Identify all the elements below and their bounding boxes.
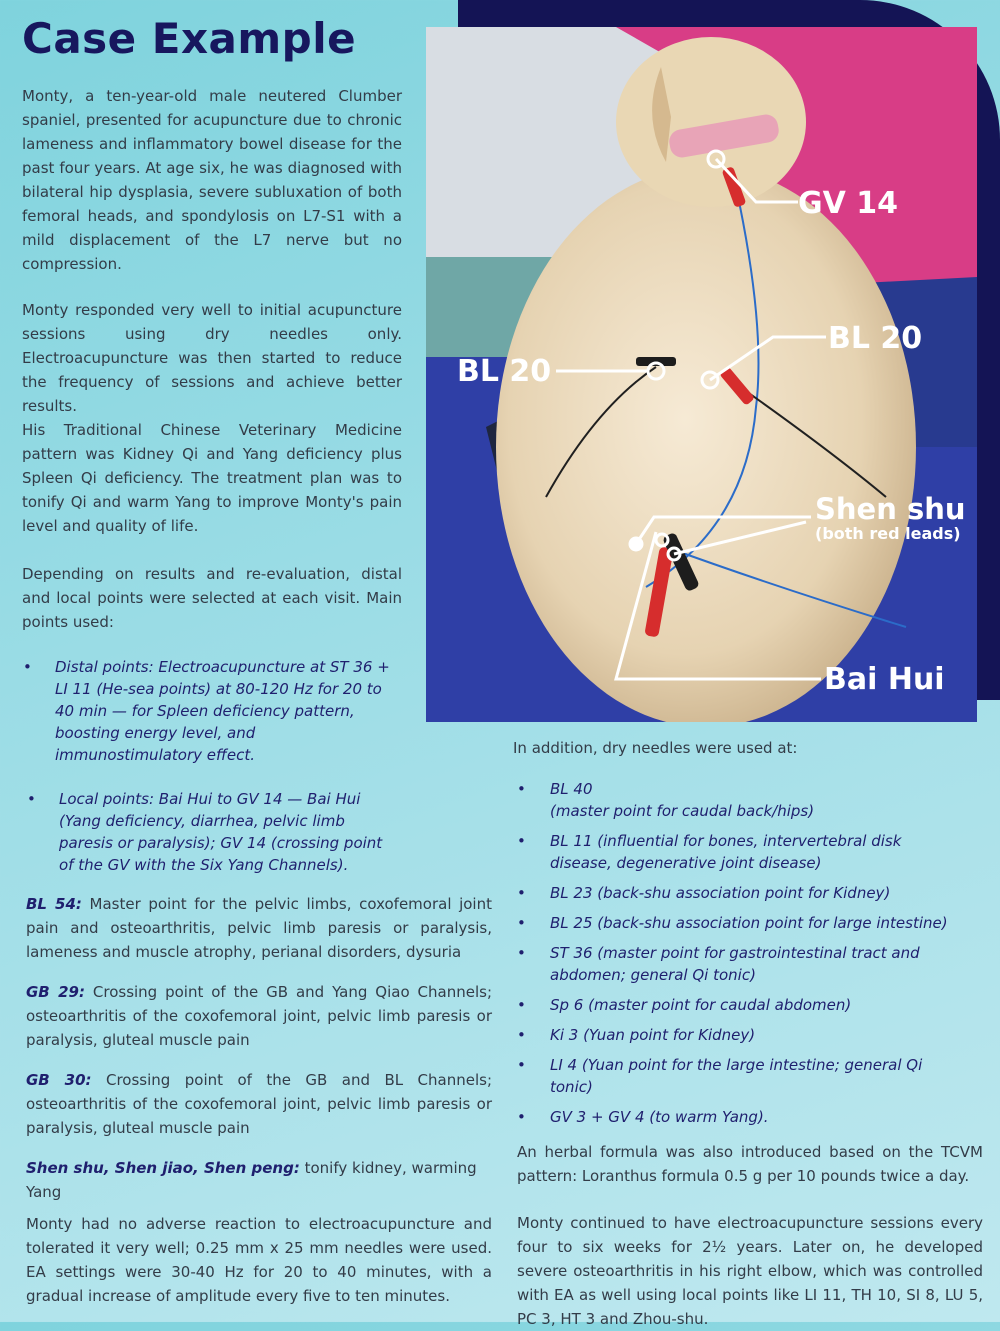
- list-item: • LI 4 (Yuan point for the large intestine; general Qi tonic): [517, 1056, 923, 1096]
- svg-text:GV 14: GV 14: [798, 186, 899, 221]
- list-item: • ST 36 (master point for gastrointestinal tract and abdomen; general Qi tonic): [517, 944, 920, 984]
- definition-gb29: GB 29: Crossing point of the GB and Yang Qiao Channels; osteoarthritis of the coxofemoral joint, pelvic limb paresis or paralysis, gluteal muscle pain: [26, 983, 492, 1049]
- closing-paragraph: Monty continued to have electroacupuncture sessions every four to six weeks for 2½ years. Later on, he developed severe osteoarthritis in his right elbow, which was controlled with EA as well using local points like LI 11, TH 10, SI 8, LU 5, PC 3, HT 3 and Zhou-shu.: [517, 1214, 983, 1328]
- points-intro-paragraph: Depending on results and re-evaluation, distal and local points were selected at each visit. Main points used:: [22, 565, 402, 631]
- bullet-dot: •: [27, 790, 36, 808]
- svg-text:Bai Hui: Bai Hui: [824, 662, 945, 697]
- dog-head: [616, 37, 806, 207]
- list-item: • Distal points: Electroacupuncture at ST 36 + LI 11 (He-sea points) at 80-120 Hz for 20 to 40 min — for Spleen deficiency pattern, boosting energy level, and immunostimulatory effect.: [23, 658, 390, 764]
- list-item: • BL 25 (back-shu association point for large intestine): [517, 914, 948, 932]
- outcome-paragraph: Monty had no adverse reaction to electroacupuncture and tolerated it very well; 0.25 mm x 25 mm needles were used. EA settings were 30-40 Hz for 20 to 40 minutes, with a gradual increase of amplitude every five to ten minutes.: [26, 1215, 492, 1305]
- response-paragraph: Monty responded very well to initial acupuncture sessions using dry needles only. Electroacupuncture was then started to reduce the frequency of sessions and achieve better results.: [22, 301, 402, 415]
- main-points-list: [23, 656, 400, 876]
- herbal-paragraph: An herbal formula was also introduced based on the TCVM pattern: Loranthus formula 0.5 g per 10 pounds twice a day.: [517, 1143, 983, 1185]
- definition-gb30: GB 30: Crossing point of the GB and BL Channels; osteoarthritis of the coxofemoral joint, pelvic limb paresis or paralysis, gluteal muscle pain: [26, 1071, 492, 1137]
- page-title: Case Example: [22, 14, 357, 63]
- dog-body: [496, 167, 916, 722]
- dog-acupuncture-photo: [426, 27, 977, 722]
- list-item: • Sp 6 (master point for caudal abdomen): [517, 996, 852, 1014]
- list-item: • BL 40 (master point for caudal back/hips): [517, 780, 815, 820]
- tcvm-paragraph: His Traditional Chinese Veterinary Medicine pattern was Kidney Qi and Yang deficiency plus Spleen Qi deficiency. The treatment plan was to tonify Qi and warm Yang to improve Monty's pain level and quality of life.: [22, 421, 402, 535]
- intro-paragraph: Monty, a ten-year-old male neutered Clumber spaniel, presented for acupuncture due to chronic lameness and inflammatory bowel disease for the past four years. At age six, he was diagnosed with bilateral hip dysplasia, severe subluxation of both femoral heads, and spondylosis on L7-S1 with a mild displacement of the L7 nerve but no compression.: [22, 87, 402, 273]
- svg-text:(both red leads): (both red leads): [815, 524, 961, 543]
- list-item: • BL 11 (influential for bones, intervertebral disk disease, degenerative joint disease): [517, 832, 902, 872]
- svg-text:Shen shu: Shen shu: [815, 492, 966, 526]
- list-item: • GV 3 + GV 4 (to warm Yang).: [517, 1108, 769, 1126]
- list-item: • Ki 3 (Yuan point for Kidney): [517, 1026, 756, 1044]
- definition-bl54: BL 54: Master point for the pelvic limbs, coxofemoral joint pain and osteoarthritis, pelvic limb paresis or paralysis, lameness and muscle atrophy, perianal disorders, dysuria: [26, 895, 492, 961]
- dry-needles-intro: In addition, dry needles were used at:: [513, 739, 798, 757]
- dry-needle-points-list: [517, 778, 967, 1136]
- list-item: • Local points: Bai Hui to GV 14 — Bai Hui (Yang deficiency, diarrhea, pelvic limb paresis or paralysis); GV 14 (crossing point of the GV with the Six Yang Channels).: [27, 790, 383, 874]
- svg-text:BL 20: BL 20: [457, 354, 552, 389]
- list-item: • BL 23 (back-shu association point for Kidney): [517, 884, 891, 902]
- bullet-dot: •: [23, 658, 32, 676]
- svg-text:BL 20: BL 20: [828, 321, 923, 356]
- definition-shenshu: Shen shu, Shen jiao, Shen peng: tonify kidney, warming Yang: [26, 1159, 477, 1201]
